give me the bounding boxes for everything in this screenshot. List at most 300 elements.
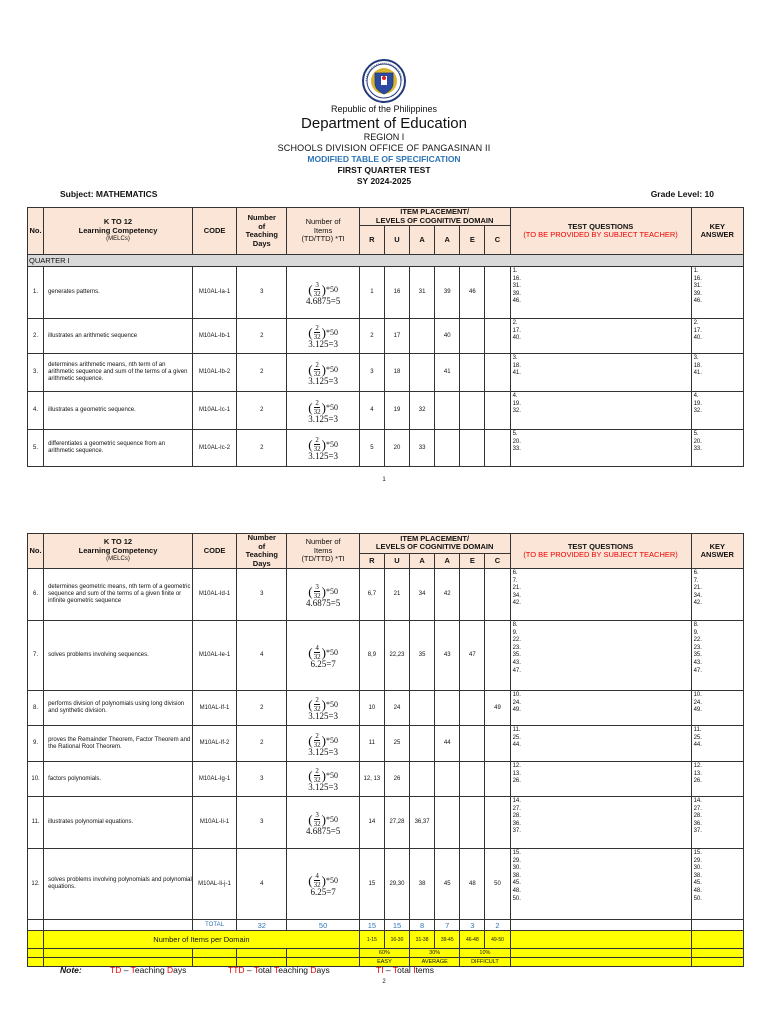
note-td: TD – Teaching Days <box>110 965 187 975</box>
domain-blank <box>28 931 44 949</box>
question-item: 20. <box>512 438 521 445</box>
difficulty-average: AVERAGE <box>410 958 460 967</box>
level-cell <box>410 354 435 392</box>
fraction-numerator: 3 <box>315 810 319 819</box>
level-cell: 19 <box>384 392 409 430</box>
row-number: 12. <box>28 849 44 920</box>
difficulty-difficult: DIFFICULT <box>460 958 510 967</box>
grade-level-label: Grade Level: 10 <box>650 189 714 199</box>
col-code: CODE <box>192 534 236 569</box>
items-header-line1: Number of <box>305 537 341 547</box>
level-cell <box>410 762 435 797</box>
note-ti: TI – Total Items <box>376 965 434 975</box>
total-label: TOTAL <box>192 920 236 931</box>
question-item: 13. <box>512 770 521 777</box>
key-item: 25. <box>693 734 702 741</box>
level-cell: 49 <box>485 691 510 726</box>
teaching-days: 2 <box>237 430 287 467</box>
col-competency <box>44 534 193 569</box>
days-header-line2: of <box>258 541 266 551</box>
level-cell: 43 <box>435 621 460 691</box>
key-item: 40. <box>693 335 702 342</box>
competency: determines arithmetic means, nth term of an arithmetic sequence and sum of the terms of a given arithmetic sequence. <box>44 354 193 392</box>
fraction-numerator: 2 <box>315 360 319 369</box>
question-item: 30. <box>512 865 521 872</box>
items-result: 3.125=3 <box>308 413 339 424</box>
questions-header-line1: TEST QUESTIONS <box>567 221 634 231</box>
items-result: 6.25=7 <box>310 658 336 669</box>
competency-header-line1: K TO 12 <box>103 217 133 227</box>
competency: performs division of polynomials using long division and synthetic division. <box>44 691 193 726</box>
competency-code: M10AL-Ib-1 <box>192 319 236 354</box>
percent-blank <box>287 949 359 958</box>
level-cell <box>485 726 510 762</box>
question-item: 38. <box>512 872 521 879</box>
question-item: 47. <box>512 667 521 674</box>
note-label: Note: <box>60 965 82 975</box>
question-item: 49. <box>512 707 521 714</box>
days-header-line3: Teaching <box>245 230 278 239</box>
question-item: 4. <box>512 393 518 399</box>
percent-easy: 60% <box>359 949 409 958</box>
level-cell: 26 <box>384 762 409 797</box>
key-item: 49. <box>693 707 702 714</box>
percent-average: 30% <box>410 949 460 958</box>
competency: solves problems involving polynomials and polynomial equations. <box>44 849 193 920</box>
question-item: 33. <box>512 446 521 453</box>
teaching-days: 3 <box>237 267 287 319</box>
key-answers <box>691 797 743 849</box>
items-result: 3.125=3 <box>308 711 339 721</box>
fraction-denominator: 32 <box>313 881 321 889</box>
level-cell: 33 <box>410 430 435 467</box>
level-cell: 10 <box>359 691 384 726</box>
level-cell: 24 <box>384 691 409 726</box>
total-blank <box>28 920 44 931</box>
col-no: No. <box>28 534 44 569</box>
col-level: A <box>435 226 460 255</box>
key-item: 38. <box>693 872 702 879</box>
question-item: 17. <box>512 327 521 334</box>
key-answers <box>691 621 743 691</box>
question-item: 11. <box>512 727 521 733</box>
col-level: U <box>384 226 409 255</box>
multiplier: *50 <box>325 402 338 412</box>
multiplier: *50 <box>325 814 338 824</box>
row-number: 4. <box>28 392 44 430</box>
level-cell <box>485 430 510 467</box>
level-cell: 36,37 <box>410 797 435 849</box>
level-cell <box>410 726 435 762</box>
level-cell <box>485 267 510 319</box>
items-formula <box>287 726 359 762</box>
days-header-line2: of <box>258 221 266 231</box>
specification-table-page2 <box>27 533 744 967</box>
fraction-denominator: 32 <box>313 333 321 341</box>
key-item: 46. <box>693 298 702 305</box>
level-cell: 29,30 <box>384 849 409 920</box>
key-answers <box>691 319 743 354</box>
level-cell <box>485 569 510 621</box>
table-row <box>28 621 744 691</box>
col-level: A <box>410 553 435 568</box>
question-item: 34. <box>512 592 521 599</box>
questions-header-line2: (TO BE PROVIDED BY SUBJECT TEACHER) <box>523 550 678 559</box>
items-formula <box>287 849 359 920</box>
fraction-numerator: 3 <box>315 582 319 591</box>
domain-range: 31-38 <box>410 931 435 949</box>
question-item: 27. <box>512 805 521 812</box>
competency: generates patterns. <box>44 267 193 319</box>
col-teaching-days <box>237 208 287 255</box>
key-item: 13. <box>693 770 702 777</box>
fraction-numerator: 2 <box>315 731 319 740</box>
republic-label: Republic of the Philippines <box>330 104 438 114</box>
question-item: 10. <box>512 692 521 698</box>
test-title: FIRST QUARTER TEST <box>337 165 431 175</box>
level-cell: 20 <box>384 430 409 467</box>
table-row <box>28 569 744 621</box>
col-level: C <box>485 553 510 568</box>
competency-header-line2: Learning Competency <box>78 545 158 555</box>
items-header-line2: Items <box>313 545 333 555</box>
fraction-denominator: 32 <box>313 369 321 378</box>
items-formula <box>287 354 359 392</box>
level-cell: 31 <box>410 267 435 319</box>
total-items: 50 <box>287 920 359 931</box>
level-cell <box>485 354 510 392</box>
key-header-line1: KEY <box>709 541 725 551</box>
key-item: 36. <box>693 820 702 827</box>
level-cell <box>435 691 460 726</box>
question-item: 29. <box>512 857 521 864</box>
question-item: 43. <box>512 659 521 666</box>
key-item: 6. <box>693 570 699 576</box>
key-item: 28. <box>693 813 702 820</box>
table-row <box>28 392 744 430</box>
level-cell: 16 <box>384 267 409 319</box>
key-answers <box>691 726 743 762</box>
items-result: 3.125=3 <box>308 339 339 349</box>
key-header-line1: KEY <box>709 221 725 231</box>
key-item: 29. <box>693 857 702 864</box>
placement-header-line1: ITEM PLACEMENT/ <box>400 207 470 216</box>
question-item: 26. <box>512 778 521 785</box>
fraction-denominator: 32 <box>313 652 321 661</box>
placement-header-line2: LEVELS OF COGNITIVE DOMAIN <box>375 542 494 552</box>
col-item-placement <box>359 208 510 226</box>
fraction-denominator: 32 <box>313 776 321 784</box>
key-item: 9. <box>693 629 699 636</box>
competency: factors polynomials. <box>44 762 193 797</box>
competency-code: M10AL-Id-1 <box>192 569 236 621</box>
level-cell <box>435 392 460 430</box>
key-item: 21. <box>693 585 702 592</box>
competency-code: M10AL-Ii-j-1 <box>192 849 236 920</box>
test-questions <box>510 392 691 430</box>
level-cell: 17 <box>384 319 409 354</box>
teaching-days: 4 <box>237 849 287 920</box>
competency: illustrates polynomial equations. <box>44 797 193 849</box>
items-formula <box>287 762 359 797</box>
level-cell <box>485 762 510 797</box>
total-days: 32 <box>237 920 287 931</box>
placement-header-line1: ITEM PLACEMENT/ <box>400 533 470 543</box>
test-questions <box>510 354 691 392</box>
teaching-days: 2 <box>237 726 287 762</box>
key-item: 15. <box>693 850 702 856</box>
table-row <box>28 267 744 319</box>
competency-code: M10AL-If-1 <box>192 691 236 726</box>
col-level: A <box>435 553 460 568</box>
level-cell <box>460 726 485 762</box>
col-competency <box>44 208 193 255</box>
percent-difficult: 10% <box>460 949 510 958</box>
level-cell <box>485 797 510 849</box>
items-formula <box>287 267 359 319</box>
document-header <box>0 58 768 187</box>
fraction-denominator: 32 <box>313 407 321 416</box>
row-number: 10. <box>28 762 44 797</box>
table-row <box>28 354 744 392</box>
level-cell: 22,23 <box>384 621 409 691</box>
level-cell <box>410 319 435 354</box>
difficulty-blank <box>28 958 44 967</box>
level-cell: 4 <box>359 392 384 430</box>
percent-blank <box>510 949 691 958</box>
competency-header-line2: Learning Competency <box>78 225 158 235</box>
specification-table-page1 <box>27 207 744 467</box>
level-cell <box>410 691 435 726</box>
document-title: MODIFIED TABLE OF SPECIFICATION <box>307 154 461 164</box>
level-cell <box>460 354 485 392</box>
question-item: 6. <box>512 570 518 576</box>
key-item: 47. <box>693 667 702 674</box>
level-cell <box>460 797 485 849</box>
fraction: ( $\frac{3}{32}$ ) *50 <box>308 810 338 828</box>
level-cell: 8,9 <box>359 621 384 691</box>
fraction: ( $\frac{2}{32}$ ) *50 <box>308 731 338 749</box>
fraction-numerator: 2 <box>315 767 319 775</box>
fraction: ( $\frac{3}{32}$ ) *50 <box>308 582 338 600</box>
items-formula <box>287 569 359 621</box>
question-item: 36. <box>512 820 521 827</box>
fraction-numerator: 2 <box>315 398 319 407</box>
col-key-answer <box>691 534 743 569</box>
fraction-numerator: 2 <box>315 324 319 332</box>
table-row <box>28 319 744 354</box>
domain-range-row <box>28 931 744 949</box>
note-ttd: TTD – Total Teaching Days <box>228 965 330 975</box>
test-questions <box>510 319 691 354</box>
domain-range: 16-30 <box>384 931 409 949</box>
key-item: 22. <box>693 637 702 644</box>
teaching-days: 2 <box>237 319 287 354</box>
percent-blank <box>44 949 193 958</box>
days-header-line1: Number <box>247 213 276 222</box>
key-item: 31. <box>693 283 702 290</box>
items-formula <box>287 621 359 691</box>
level-cell: 47 <box>460 621 485 691</box>
col-no: No. <box>28 208 44 255</box>
teaching-days: 3 <box>237 762 287 797</box>
col-level: A <box>410 226 435 255</box>
table-row <box>28 430 744 467</box>
total-blank <box>44 920 193 931</box>
key-item: 12. <box>693 763 702 769</box>
total-level: 2 <box>485 920 510 931</box>
table-row <box>28 726 744 762</box>
key-header-line2: ANSWER <box>700 550 734 559</box>
teaching-days: 2 <box>237 691 287 726</box>
domain-range: 1-15 <box>359 931 384 949</box>
level-cell <box>435 797 460 849</box>
competency-code: M10AL-Ia-1 <box>192 267 236 319</box>
key-item: 41. <box>693 370 702 377</box>
competency: differentiates a geometric sequence from an arithmetic sequence. <box>44 430 193 467</box>
key-item: 1. <box>693 268 699 274</box>
level-cell: 45 <box>435 849 460 920</box>
test-questions <box>510 621 691 691</box>
row-number: 3. <box>28 354 44 392</box>
level-cell: 41 <box>435 354 460 392</box>
key-item: 17. <box>693 327 702 334</box>
key-item: 50. <box>693 895 702 902</box>
competency-code: M10AL-Ic-2 <box>192 430 236 467</box>
key-item: 7. <box>693 577 699 584</box>
fraction-denominator: 32 <box>313 819 321 828</box>
row-number: 1. <box>28 267 44 319</box>
competency-code: M10AL-Ii-1 <box>192 797 236 849</box>
competency: determines geometric means, nth term of a geometric sequence and sum of the terms of a given finite or infinite geometric sequence <box>44 569 193 621</box>
col-level: E <box>460 553 485 568</box>
fraction: ( $\frac{4}{32}$ ) *50 <box>308 643 338 661</box>
key-item: 11. <box>693 727 702 733</box>
fraction-numerator: 2 <box>315 436 319 444</box>
competency-header-line3: (MELCs) <box>106 556 130 563</box>
question-item: 24. <box>512 699 521 706</box>
fraction: ( $\frac{3}{32}$ ) *50 <box>308 280 338 298</box>
fraction-denominator: 32 <box>313 591 321 600</box>
level-cell: 11 <box>359 726 384 762</box>
items-result: 4.6875=5 <box>305 295 341 306</box>
items-formula <box>287 319 359 354</box>
domain-range: 46-48 <box>460 931 485 949</box>
multiplier: *50 <box>325 586 338 596</box>
competency: illustrates an arithmetic sequence <box>44 319 193 354</box>
competency: proves the Remainder Theorem, Factor Theorem and the Rational Root Theorem. <box>44 726 193 762</box>
competency-code: M10AL-Ic-1 <box>192 392 236 430</box>
level-cell <box>460 430 485 467</box>
test-questions <box>510 430 691 467</box>
fraction-numerator: 4 <box>315 872 319 880</box>
items-result: 6.25=7 <box>310 887 336 897</box>
percent-blank <box>237 949 287 958</box>
multiplier: *50 <box>325 328 338 337</box>
col-teaching-days <box>237 534 287 569</box>
items-result: 4.6875=5 <box>305 597 341 608</box>
question-item: 45. <box>512 880 521 887</box>
competency: solves problems involving sequences. <box>44 621 193 691</box>
key-item: 43. <box>693 659 702 666</box>
competency-code: M10AL-Ig-1 <box>192 762 236 797</box>
question-item: 12. <box>512 763 521 769</box>
fraction: ( $\frac{2}{32}$ ) *50 <box>308 696 338 713</box>
question-item: 32. <box>512 408 521 415</box>
key-item: 14. <box>693 798 702 804</box>
question-item: 5. <box>512 431 518 437</box>
test-questions <box>510 762 691 797</box>
key-item: 24. <box>693 699 702 706</box>
question-item: 44. <box>512 742 521 749</box>
deped-seal-icon <box>357 58 411 104</box>
question-item: 1. <box>512 268 518 274</box>
key-item: 30. <box>693 865 702 872</box>
key-item: 2. <box>693 320 699 326</box>
key-answers <box>691 267 743 319</box>
fraction-numerator: 2 <box>315 696 319 704</box>
level-cell: 48 <box>460 849 485 920</box>
items-result: 4.6875=5 <box>305 825 341 836</box>
total-level: 7 <box>435 920 460 931</box>
key-item: 3. <box>693 355 699 361</box>
question-item: 2. <box>512 320 518 326</box>
competency-code: M10AL-Ib-2 <box>192 354 236 392</box>
key-item: 16. <box>693 275 702 282</box>
fraction-denominator: 32 <box>313 445 321 453</box>
key-item: 42. <box>693 600 702 607</box>
fraction: ( $\frac{2}{32}$ ) *50 <box>308 436 338 453</box>
multiplier: *50 <box>325 735 338 745</box>
questions-header-line2: (TO BE PROVIDED BY SUBJECT TEACHER) <box>523 230 678 239</box>
days-header-line4: Days <box>252 558 271 568</box>
page-number-1: 1 <box>382 477 386 483</box>
question-item: 39. <box>512 290 521 297</box>
domain-blank <box>510 931 691 949</box>
level-cell <box>460 762 485 797</box>
test-questions <box>510 726 691 762</box>
level-cell: 14 <box>359 797 384 849</box>
total-row <box>28 920 744 931</box>
multiplier: *50 <box>325 771 338 780</box>
question-item: 50. <box>512 895 521 902</box>
col-items <box>287 534 359 569</box>
multiplier: *50 <box>325 876 338 885</box>
domain-range: 39-45 <box>435 931 460 949</box>
level-cell: 3 <box>359 354 384 392</box>
percent-blank <box>192 949 236 958</box>
level-cell: 5 <box>359 430 384 467</box>
competency-header-line1: K TO 12 <box>103 537 133 547</box>
level-cell <box>435 762 460 797</box>
level-cell: 6,7 <box>359 569 384 621</box>
key-item: 32. <box>693 408 702 415</box>
teaching-days: 3 <box>237 569 287 621</box>
level-cell: 44 <box>435 726 460 762</box>
question-item: 9. <box>512 629 518 636</box>
question-item: 3. <box>512 355 518 361</box>
question-item: 48. <box>512 887 521 894</box>
question-item: 25. <box>512 734 521 741</box>
competency-header-line3: (MELCs) <box>106 236 130 243</box>
level-cell: 21 <box>384 569 409 621</box>
test-questions <box>510 797 691 849</box>
row-number: 2. <box>28 319 44 354</box>
col-level: R <box>359 553 384 568</box>
placement-header-line2: LEVELS OF COGNITIVE DOMAIN <box>375 215 494 225</box>
total-blank <box>510 920 691 931</box>
days-header-line3: Teaching <box>245 550 278 559</box>
